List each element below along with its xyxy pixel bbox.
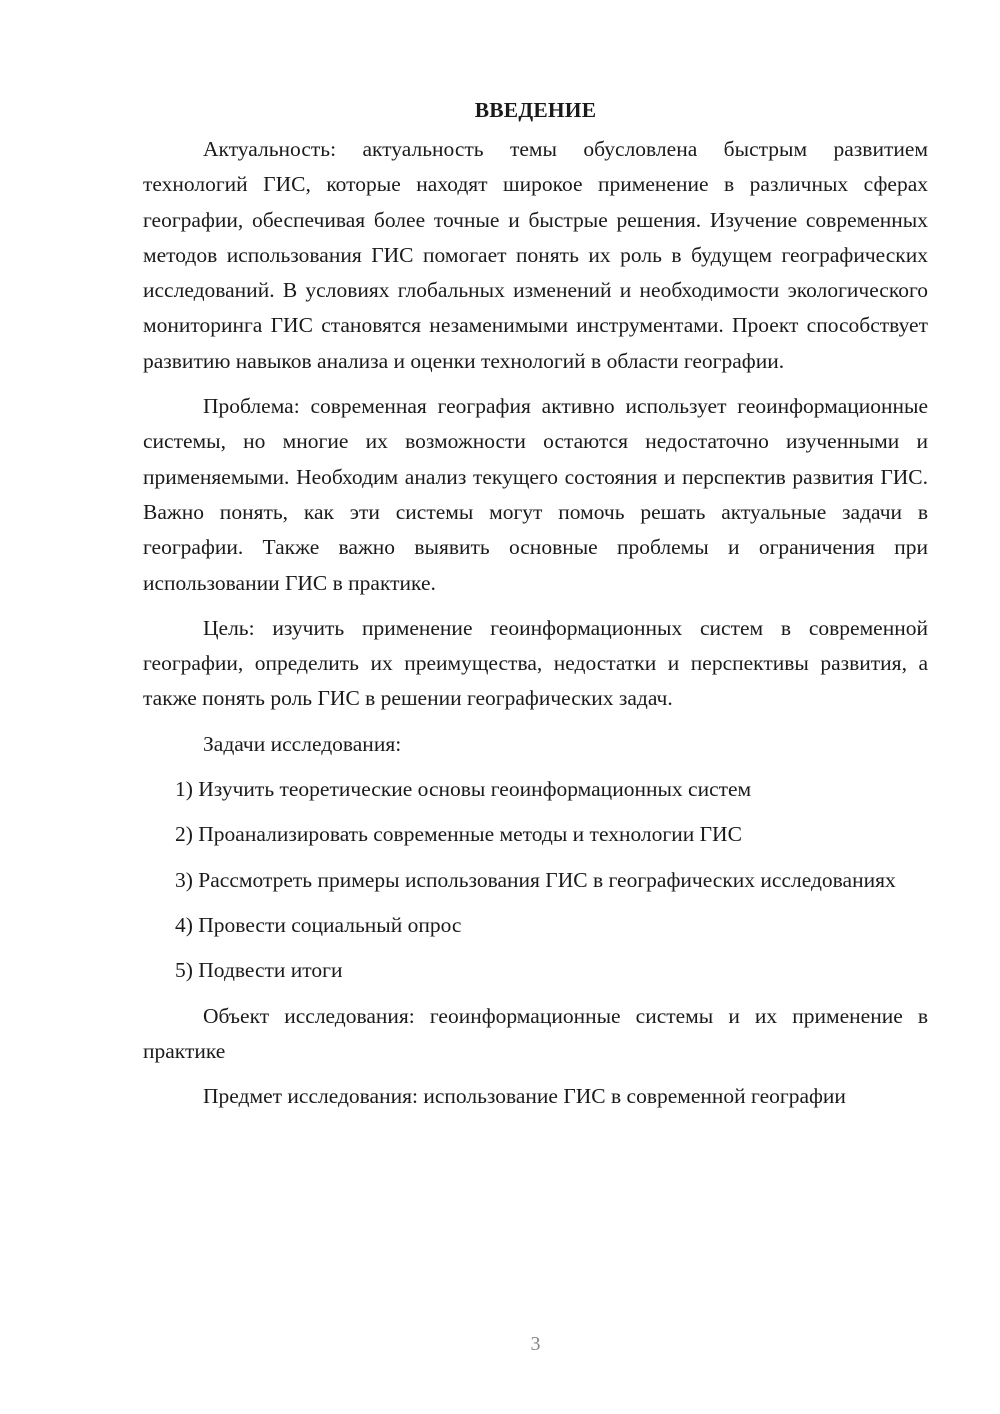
task-item: 4) Провести социальный опрос <box>175 912 462 937</box>
page-number: 3 <box>530 1333 541 1355</box>
paragraph-problem: Проблема: современная география активно использует геоинформационные системы, но многие их возможности остаются недостаточно изученными и применяемыми. Необходим анализ текущего состояния и перспектив развития ГИС. Важно понять, как эти системы могут помочь решать актуальные задачи в географии. Также важно выявить основные проблемы и ограничения при использовании ГИС в практике. <box>143 394 928 595</box>
paragraph-relevance: Актуальность: актуальность темы обусловлена быстрым развитием технологий ГИС, которые находят широкое применение в различных сферах географии, обеспечивая более точные и быстрые решения. Изучение современных методов использования ГИС помогает понять их роль в будущем географических исследований. В условиях глобальных изменений и необходимости экологического мониторинга ГИС становятся незаменимыми инструментами. Проект способствует развитию навыков анализа и оценки технологий в области географии. <box>143 137 928 373</box>
paragraph-goal: Цель: изучить применение геоинформационных систем в современной географии, определить их преимущества, недостатки и перспективы развития, а также понять роль ГИС в решении географических задач. <box>143 615 928 711</box>
paragraph-object: Объект исследования: геоинформационные системы и их применение в практике <box>143 1003 928 1063</box>
task-item: 2) Проанализировать современные методы и технологии ГИС <box>175 822 742 847</box>
document-page <box>143 93 928 1124</box>
task-item: 5) Подвести итоги <box>175 958 343 983</box>
tasks-heading: Задачи исследования: <box>203 731 402 756</box>
task-item: 3) Рассмотреть примеры использования ГИС в географических исследованиях <box>175 867 896 892</box>
section-title: ВВЕДЕНИЕ <box>474 98 597 122</box>
task-item: 1) Изучить теоретические основы геоинформационных систем <box>175 777 752 802</box>
paragraph-subject: Предмет исследования: использование ГИС в современной географии <box>203 1084 846 1109</box>
